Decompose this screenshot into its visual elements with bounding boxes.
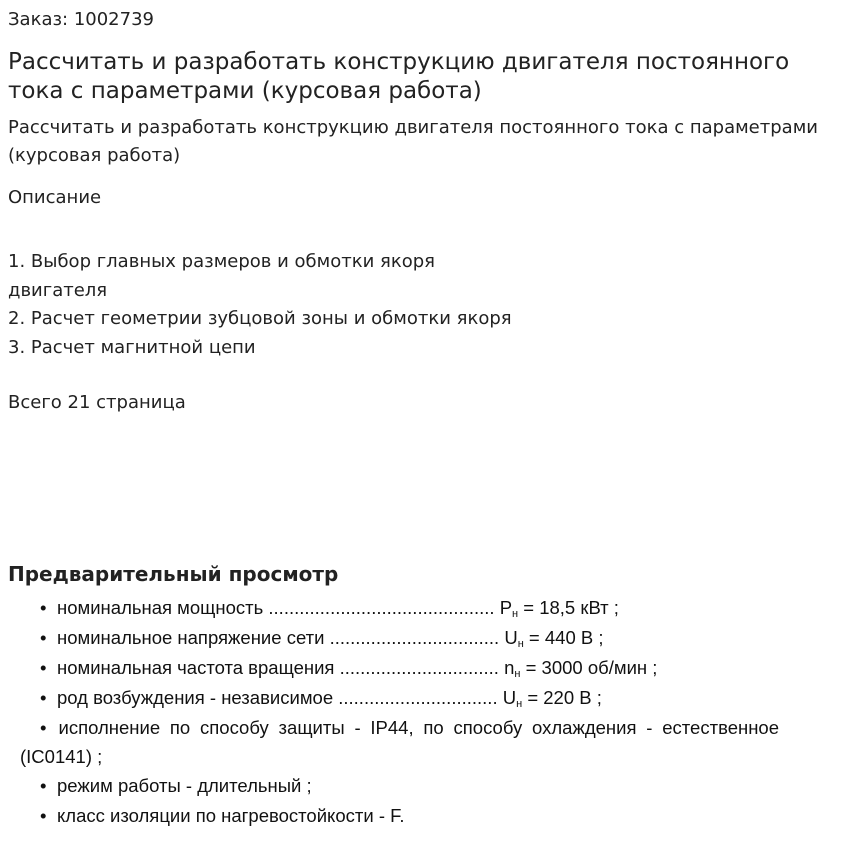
item-subscript: н: [514, 668, 521, 680]
item-subscript: н: [516, 698, 523, 710]
description-line: 3. Расчет магнитной цепи: [8, 336, 256, 358]
description-line: двигателя: [8, 279, 108, 301]
item-text: исполнение по способу защиты - IP44, по способу охлаждения - естественное (IC0141) ;: [20, 717, 779, 767]
item-text: номинальная частота вращения ...............................: [57, 657, 505, 678]
order-number: Заказ: 1002739: [8, 9, 154, 30]
item-value: = 220 В ;: [522, 687, 602, 708]
description-body: [8, 248, 608, 362]
list-item: [0, 801, 847, 831]
item-symbol: P: [499, 597, 513, 618]
list-item: [0, 683, 847, 713]
page-title: Рассчитать и разработать конструкцию двигателя постоянного тока с параметрами (курсовая работа): [8, 49, 790, 104]
bullet-icon: •: [40, 597, 47, 618]
list-item: [0, 771, 847, 801]
description-heading: Описание: [8, 187, 102, 208]
description-line: 2. Расчет геометрии зубцовой зоны и обмотки якоря: [8, 308, 512, 329]
bullet-icon: •: [40, 687, 47, 708]
item-subscript: н: [512, 608, 519, 620]
item-text: класс изоляции по нагревостойкости - F.: [57, 805, 405, 826]
item-symbol: n: [504, 657, 515, 678]
item-symbol: U: [504, 627, 518, 648]
item-value: = 440 В ;: [523, 627, 604, 648]
list-item: [0, 653, 847, 683]
item-text: род возбуждения - независимое ...............................: [57, 687, 503, 708]
preview-heading: Предварительный просмотр: [8, 562, 339, 586]
description-line: 1. Выбор главных размеров и обмотки якоря: [8, 251, 435, 272]
bullet-icon: •: [40, 775, 47, 796]
item-text: режим работы - длительный ;: [57, 775, 312, 796]
list-item: [0, 593, 847, 623]
item-symbol: U: [502, 687, 517, 708]
bullet-icon: •: [40, 717, 47, 738]
list-item: [0, 713, 847, 771]
bullet-icon: •: [40, 805, 47, 826]
bullet-icon: •: [40, 627, 47, 648]
page-count: Всего 21 страница: [8, 392, 186, 413]
item-value: = 18,5 кВт ;: [518, 597, 619, 618]
bullet-icon: •: [40, 657, 47, 678]
item-subscript: н: [517, 638, 524, 650]
item-text: номинальное напряжение сети .................................: [57, 627, 505, 648]
preview-list: [0, 593, 847, 831]
item-value: = 3000 об/мин ;: [520, 657, 658, 678]
list-item: [0, 623, 847, 653]
item-text: номинальная мощность ............................................: [57, 597, 500, 618]
subtitle: Рассчитать и разработать конструкцию двигателя постоянного тока с параметрами (курсовая работа): [8, 117, 818, 166]
